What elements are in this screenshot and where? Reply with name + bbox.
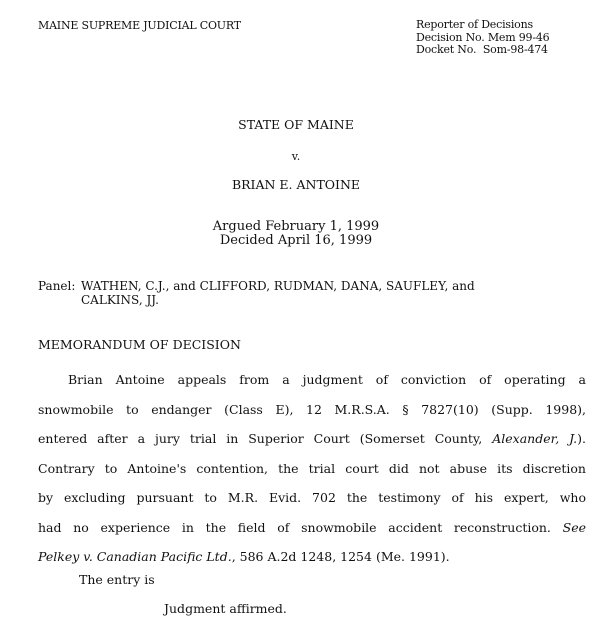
body-text: had no experience in the field of snowmobile accident reconstruction. <box>38 519 551 535</box>
citation-signal: See <box>562 519 586 535</box>
court-name: MAINE SUPREME JUDICIAL COURT <box>38 19 241 32</box>
memorandum-body <box>38 365 586 572</box>
body-line <box>38 424 586 454</box>
docket-number: Docket No. Som-98-474 <box>416 43 548 56</box>
panel <box>38 279 475 307</box>
entry-text: The entry is <box>79 572 155 587</box>
body-line: Brian Antoine appeals from a judgment of conviction of operating a <box>68 372 586 387</box>
body-line: Contrary to Antoine's contention, the trial court did not abuse its discretion <box>38 460 586 476</box>
judge-name: Alexander, J. <box>492 431 578 446</box>
versus: v. <box>291 150 301 163</box>
body-line <box>38 542 586 572</box>
reporter-block <box>416 19 549 57</box>
panel-justices-line2: CALKINS, JJ. <box>81 293 159 307</box>
defendant-name: BRIAN E. ANTOINE <box>231 177 361 192</box>
panel-justices-line1: WATHEN, C.J., and CLIFFORD, RUDMAN, DANA, SAUFLEY, and <box>81 279 475 293</box>
memorandum-heading: MEMORANDUM OF DECISION <box>38 337 241 352</box>
decision-number: Decision No. Mem 99-46 <box>416 30 550 44</box>
decided-date: Decided April 16, 1999 <box>219 233 373 248</box>
plaintiff-name: STATE OF MAINE <box>238 117 354 132</box>
body-line: snowmobile to endanger (Class E), 12 M.R.S.A. § 7827(10) (Supp. 1998), <box>38 401 586 417</box>
citation-case: Pelkey v. Canadian Pacific Ltd. <box>38 549 232 564</box>
body-text: entered after a jury trial in Superior Court (Somerset County, <box>38 431 483 446</box>
reporter-label: Reporter of Decisions <box>416 18 533 31</box>
body-text: , 586 A.2d 1248, 1254 (Me. 1991). <box>231 549 450 564</box>
body-line: by excluding pursuant to M.R. Evid. 702 the testimony of his expert, who <box>38 490 586 505</box>
case-dates <box>0 220 600 248</box>
body-text: ). <box>577 431 586 446</box>
argued-date: Argued February 1, 1999 <box>212 219 380 234</box>
body-line <box>38 513 586 543</box>
panel-label: Panel: <box>38 279 76 293</box>
judgment-text: Judgment affirmed. <box>164 601 287 616</box>
